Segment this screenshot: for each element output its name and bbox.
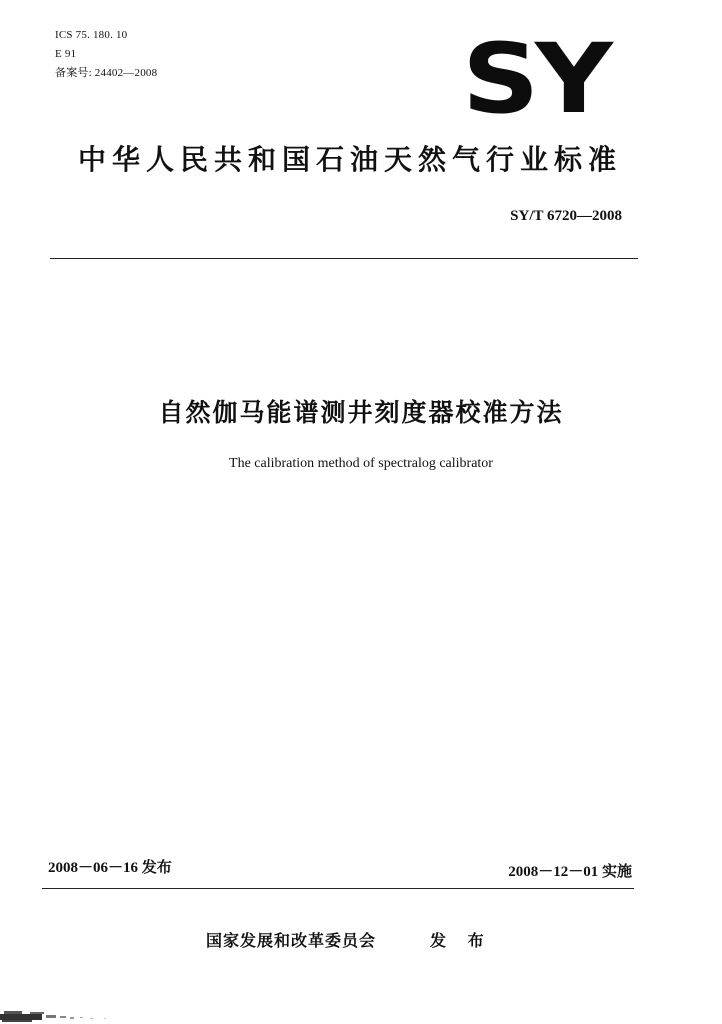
filing-number: 备案号: 24402—2008 [55, 67, 158, 79]
bottom-divider [42, 888, 634, 889]
header-meta [55, 26, 157, 83]
publisher-name: 国家发展和改革委员会 [206, 931, 377, 950]
issue-date: 2008－06－16 发布 [48, 860, 172, 876]
implementation-date: 2008－12－01 实施 [508, 864, 632, 880]
organization-title: 中华人民共和国石油天然气行业标准 [78, 143, 623, 176]
document-title-en: The calibration method of spectralog calibrator [229, 456, 493, 471]
publish-action: 发 布 [430, 931, 492, 950]
document-title-cn: 自然伽马能谱测井刻度器校准方法 [158, 398, 564, 427]
standard-number: SY/T 6720—2008 [510, 208, 622, 224]
sy-logo: SY [462, 23, 609, 135]
ics-code: ICS 75. 180. 10 [55, 29, 128, 41]
scan-artifact [0, 1008, 130, 1024]
top-divider [50, 258, 638, 259]
classification-code: E 91 [55, 48, 77, 60]
